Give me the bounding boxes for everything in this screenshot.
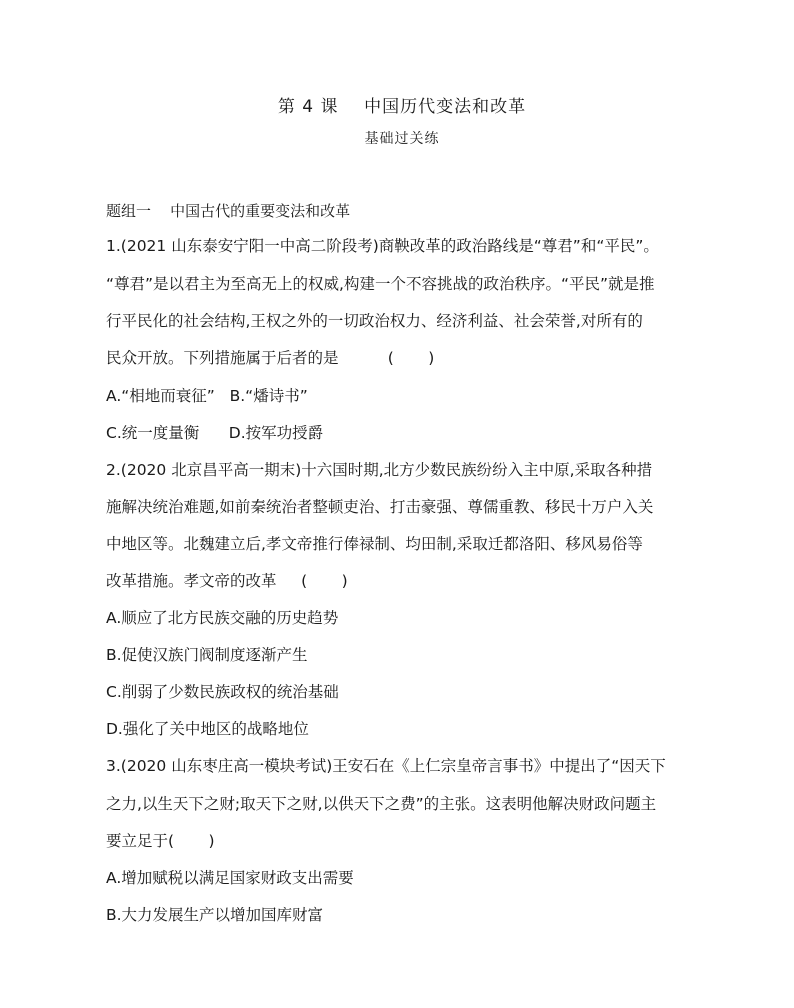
q2-stem-line-1: 2.(2020 北京昌平高一期末)十六国时期,北方少数民族纷纷入主中原,采取各种措 <box>106 461 653 479</box>
q1-option-line-2: C.统一度量衡 D.按军功授爵 <box>106 424 324 442</box>
q2-option-d: D.强化了关中地区的战略地位 <box>106 720 309 738</box>
lesson-subtitle: 基础过关练 <box>364 131 440 147</box>
q2-stem-line-3: 中地区等。北魏建立后,孝文帝推行俸禄制、均田制,采取迁都洛阳、移风易俗等 <box>106 535 643 553</box>
q1-option-line-1: A.“相地而衰征” B.“燔诗书” <box>106 387 308 405</box>
q2-option-b: B.促使汉族门阀制度逐渐产生 <box>106 646 308 664</box>
q3-option-b: B.大力发展生产以增加国库财富 <box>106 906 324 924</box>
lesson-title: 第 4 课 中国历代变法和改革 <box>277 97 527 117</box>
q2-stem-line-2: 施解决统治难题,如前秦统治者整顿吏治、打击豪强、尊儒重教、移民十万户入关 <box>106 498 654 516</box>
q3-option-a: A.增加赋税以满足国家财政支出需要 <box>106 869 354 887</box>
q3-stem-line-2: 之力,以生天下之财;取天下之财,以供天下之费”的主张。这表明他解决财政问题主 <box>106 795 657 813</box>
q2-option-c: C.削弱了少数民族政权的统治基础 <box>106 683 339 701</box>
q1-stem-line-4: 民众开放。下列措施属于后者的是 ( ) <box>106 349 435 367</box>
q3-stem-line-3: 要立足于( ) <box>106 832 215 850</box>
q1-stem-line-2: “尊君”是以君主为至高无上的权威,构建一个不容挑战的政治秩序。“平民”就是推 <box>106 275 655 293</box>
q2-stem-line-4: 改革措施。孝文帝的改革 ( ) <box>106 572 348 590</box>
q1-stem-line-1: 1.(2021 山东泰安宁阳一中高二阶段考)商鞅改革的政治路线是“尊君”和“平民”。 <box>106 237 659 255</box>
section-heading: 题组一 中国古代的重要变法和改革 <box>106 202 351 220</box>
q2-option-a: A.顺应了北方民族交融的历史趋势 <box>106 609 339 627</box>
q3-stem-line-1: 3.(2020 山东枣庄高一模块考试)王安石在《上仁宗皇帝言事书》中提出了“因天下 <box>106 757 666 775</box>
q1-stem-line-3: 行平民化的社会结构,王权之外的一切政治权力、经济利益、社会荣誉,对所有的 <box>106 312 643 330</box>
